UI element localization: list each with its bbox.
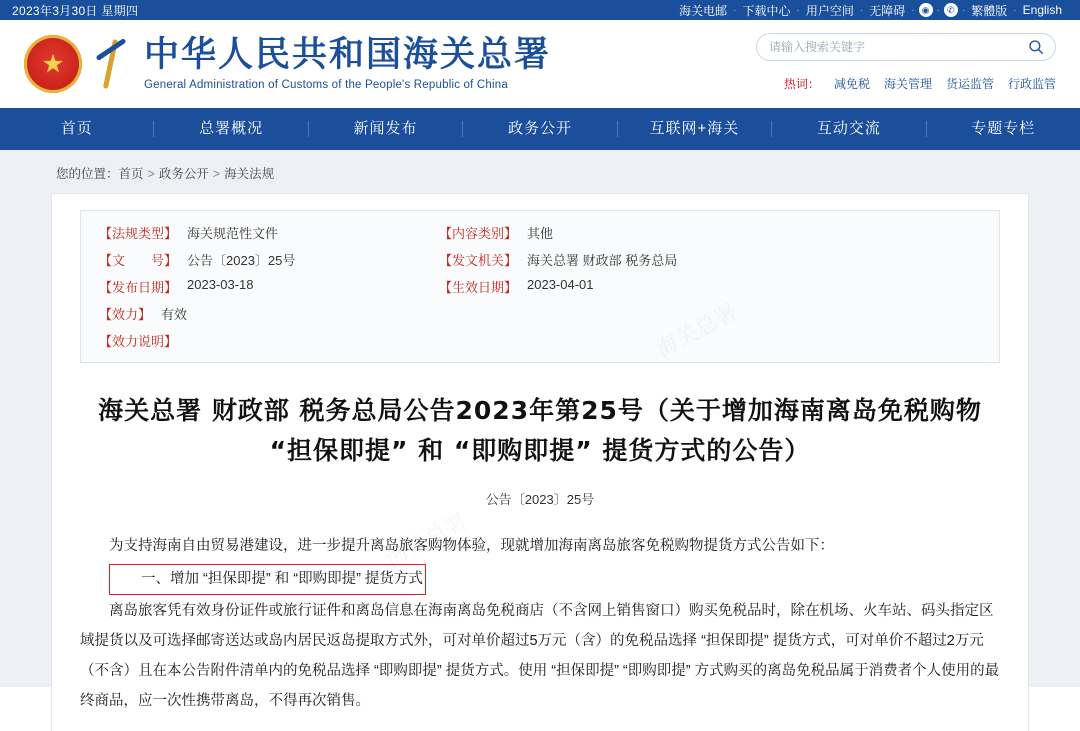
meta-row [99,250,439,269]
eye-icon[interactable]: ◉ [919,3,933,17]
meta-row [99,331,439,350]
national-emblem-icon [24,35,82,93]
site-title-en: General Administration of Customs of the People's Republic of China [144,79,508,92]
breadcrumb-prefix: 您的位置： [56,167,119,181]
meta-row-empty [439,331,981,350]
dot-separator: · [859,4,864,16]
search-box[interactable] [756,33,1056,61]
main-nav [0,108,1080,150]
meta-key: 【发布日期】 [99,280,178,295]
meta-key: 【效力说明】 [99,334,178,349]
meta-value: 海关规范性文件 [187,226,279,241]
meta-value: 海关总署 财政部 税务总局 [527,253,678,268]
meta-value: 其他 [527,226,554,241]
meta-key: 【生效日期】 [439,280,518,295]
meta-value: 2023-03-18 [187,277,254,292]
meta-value: 公告〔2023〕25号 [187,253,296,268]
hot-word-4[interactable]: 行政监管 [1007,76,1056,91]
meta-row [99,277,439,296]
meta-value: 有效 [161,307,188,322]
paragraph-highlighted [80,564,1000,596]
top-links [673,2,1068,19]
dot-separator: · [796,4,800,16]
nav-item-home[interactable]: 首页 [60,120,93,137]
wechat-icon[interactable]: ✆ [944,3,958,17]
meta-row [99,304,439,323]
meta-row [99,223,439,242]
dot-separator: · [733,4,737,16]
customs-badge-icon [88,35,134,93]
breadcrumb [24,150,1056,194]
hot-word-3[interactable]: 货运监管 [945,76,994,91]
breadcrumb-separator: > [147,167,155,181]
document-number: 公告〔2023〕25号 [485,492,595,507]
nav-item-overview[interactable]: 总署概况 [199,120,264,137]
document-meta-table [80,210,1000,363]
dot-separator: · [936,4,940,16]
top-link-mail[interactable]: 海关电邮 [679,3,728,18]
breadcrumb-item-home[interactable]: 首页 [118,167,144,181]
site-header [0,20,1080,108]
nav-item-news[interactable]: 新闻发布 [353,120,418,137]
search-icon[interactable] [1027,38,1045,56]
hot-word-1[interactable]: 减免税 [833,76,870,91]
highlight-box: 一、增加 “担保即提” 和 “即购即提” 提货方式 [109,564,426,596]
meta-row [439,223,981,242]
meta-key: 【内容类别】 [439,226,518,241]
search-input[interactable] [767,39,1027,55]
nav-item-internet-plus[interactable]: 互联网+海关 [649,120,740,137]
meta-key: 【发文机关】 [439,253,518,268]
hot-word-2[interactable]: 海关管理 [883,76,932,91]
meta-key: 【效力】 [99,307,152,322]
top-link-user-space[interactable]: 用户空间 [805,3,854,18]
meta-row [439,250,981,269]
dot-separator: · [911,4,915,16]
site-title-block [144,34,552,92]
nav-item-interaction[interactable]: 互动交流 [816,120,881,137]
top-utility-bar [0,0,1080,20]
hot-words-label: 热词： [783,76,820,91]
meta-key: 【法规类型】 [99,226,178,241]
breadcrumb-item-customs-regulations[interactable]: 海关法规 [224,167,275,181]
paragraph: 离岛旅客凭有效身份证件或旅行证件和离岛信息在海南离岛免税商店（不含网上销售窗口）购买免税品时，除在机场、火车站、码头指定区域提货以及可选择邮寄送达或岛内居民返岛提取方式外，可对单价超过5万元（含）的免税品选择 “担保即提” 提货方式，可对单价不超过2万元（不含）且在本公告附件清单内的免税品选择 “即购即提” 提货方式。使用 “担保即提” “即购即提” 方式购买的离岛免税品属于消费者个人使用的最终商品，应一次性携带离岛，不得再次销售。 [80,603,1000,709]
breadcrumb-item-government-affairs[interactable]: 政务公开 [158,167,209,181]
paragraph: 为支持海南自由贸易港建设，进一步提升离岛旅客购物体验，现就增加海南离岛旅客免税购物提货方式公告如下： [109,538,834,554]
meta-value: 2023-04-01 [527,277,594,292]
hot-words [784,75,1056,92]
lang-traditional[interactable]: 繁體版 [971,3,1008,18]
breadcrumb-separator: > [212,167,221,181]
meta-row [439,277,981,296]
document-body [80,532,1000,716]
page-body [0,150,1080,709]
lang-english[interactable]: English [1022,3,1062,17]
top-link-accessibility[interactable]: 无障碍 [869,3,906,18]
current-date: 2023年3月30日 星期四 [12,3,139,18]
document-card [52,194,1028,731]
nav-item-special-topics[interactable]: 专题专栏 [971,120,1036,137]
top-link-download[interactable]: 下载中心 [742,3,791,18]
dot-separator: · [961,4,966,16]
dot-separator: · [1013,4,1017,16]
site-title-cn: 中华人民共和国海关总署 [144,34,552,75]
nav-item-government-affairs[interactable]: 政务公开 [507,120,572,137]
header-right [756,33,1056,96]
meta-key: 【文 号】 [99,253,178,268]
meta-row-empty [439,304,981,323]
page-title: 海关总署 财政部 税务总局公告2023年第25号（关于增加海南离岛免税购物 “担保即提” 和 “即购即提” 提货方式的公告） [98,396,982,465]
